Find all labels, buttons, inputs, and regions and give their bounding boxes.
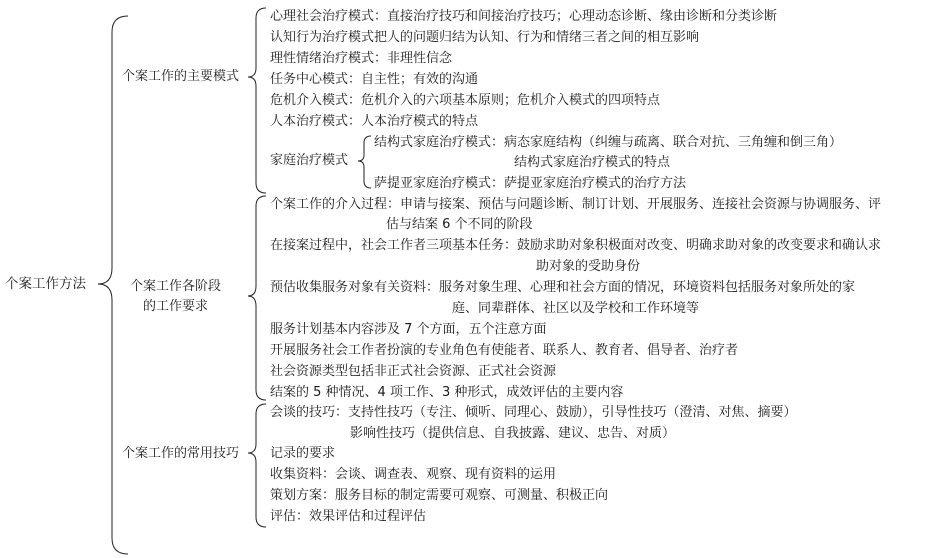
stage-item: 社会资源类型包括非正式社会资源、正式社会资源: [270, 364, 557, 379]
model-item: 任务中心模式：自主性；有效的沟通: [270, 72, 479, 87]
stage-item: 开展服务社会工作者扮演的专业角色有使能者、联系人、教育者、倡导者、治疗者: [270, 343, 739, 358]
skill-item: 策划方案：服务目标的制定需要可观察、可测量、积极正向: [270, 488, 609, 503]
structural-family-item-cont: 结构式家庭治疗模式的特点: [514, 155, 671, 170]
skill-item: 记录的要求: [270, 446, 336, 461]
model-item: 人本治疗模式：人本治疗模式的特点: [270, 114, 479, 129]
root-node: 个案工作方法: [5, 276, 86, 292]
branch-main-models-label: 个案工作的主要模式: [122, 69, 240, 84]
branch-skills-label: 个案工作的常用技巧: [122, 446, 240, 461]
skill-item: 会谈的技巧：支持性技巧（专注、倾听、同理心、鼓励），引导性技巧（澄清、对焦、摘要）: [270, 405, 797, 420]
family-therapy-label: 家庭治疗模式: [270, 153, 349, 168]
branch3-brace: [248, 404, 266, 527]
skill-item-cont: 影响性技巧（提供信息、自我披露、建议、忠告、对质）: [350, 426, 676, 441]
model-item: 心理社会治疗模式：直接治疗技巧和间接治疗技巧；心理动态诊断、缘由诊断和分类诊断: [270, 9, 778, 24]
stage-item: 个案工作的介入过程：申请与接案、预估与问题诊断、制订计划、开展服务、连接社会资源与协调服务、评: [270, 197, 882, 212]
stage-item: 在接案过程中，社会工作者三项基本任务：鼓励求助对象积极面对改变、明确求助对象的改变要求和确认求: [270, 238, 882, 253]
stage-item-cont: 估与结案 6 个不同的阶段: [386, 217, 533, 232]
satir-family-item: 萨提亚家庭治疗模式：萨提亚家庭治疗模式的治疗方法: [374, 176, 687, 191]
stage-item: 结案的 5 种情况、4 项工作、3 种形式，成效评估的主要内容: [270, 385, 624, 400]
stage-item-cont: 助对象的受助身份: [536, 259, 641, 274]
family-brace: [358, 136, 371, 188]
stage-item: 预估收集服务对象有关资料：服务对象生理、心理和社会方面的情况，环境资料包括服务对象所处的家: [270, 280, 856, 295]
model-item: 理性情绪治疗模式：非理性信念: [270, 51, 453, 66]
model-item: 危机介入模式：危机介入的六项基本原则；危机介入模式的四项特点: [270, 93, 661, 108]
skill-item: 评估：效果评估和过程评估: [270, 509, 427, 524]
structural-family-item: 结构式家庭治疗模式：病态家庭结构（纠缠与疏离、联合对抗、三角缠和倒三角）: [374, 135, 843, 150]
branch1-brace: [248, 8, 266, 193]
branch-stages-label-line2: 的工作要求: [143, 299, 209, 314]
branch2-brace: [248, 196, 266, 400]
skill-item: 收集资料：会谈、调查表、观察、现有资料的运用: [270, 467, 557, 482]
stage-item-cont: 庭、同辈群体、社区以及学校和工作环境等: [452, 301, 700, 316]
stage-item: 服务计划基本内容涉及 7 个方面，五个注意方面: [270, 322, 547, 337]
root-brace: [98, 16, 128, 554]
branch-stages-label-line1: 个案工作各阶段: [130, 279, 222, 294]
model-item: 认知行为治疗模式把人的问题归结为认知、行为和情绪三者之间的相互影响: [270, 30, 700, 45]
